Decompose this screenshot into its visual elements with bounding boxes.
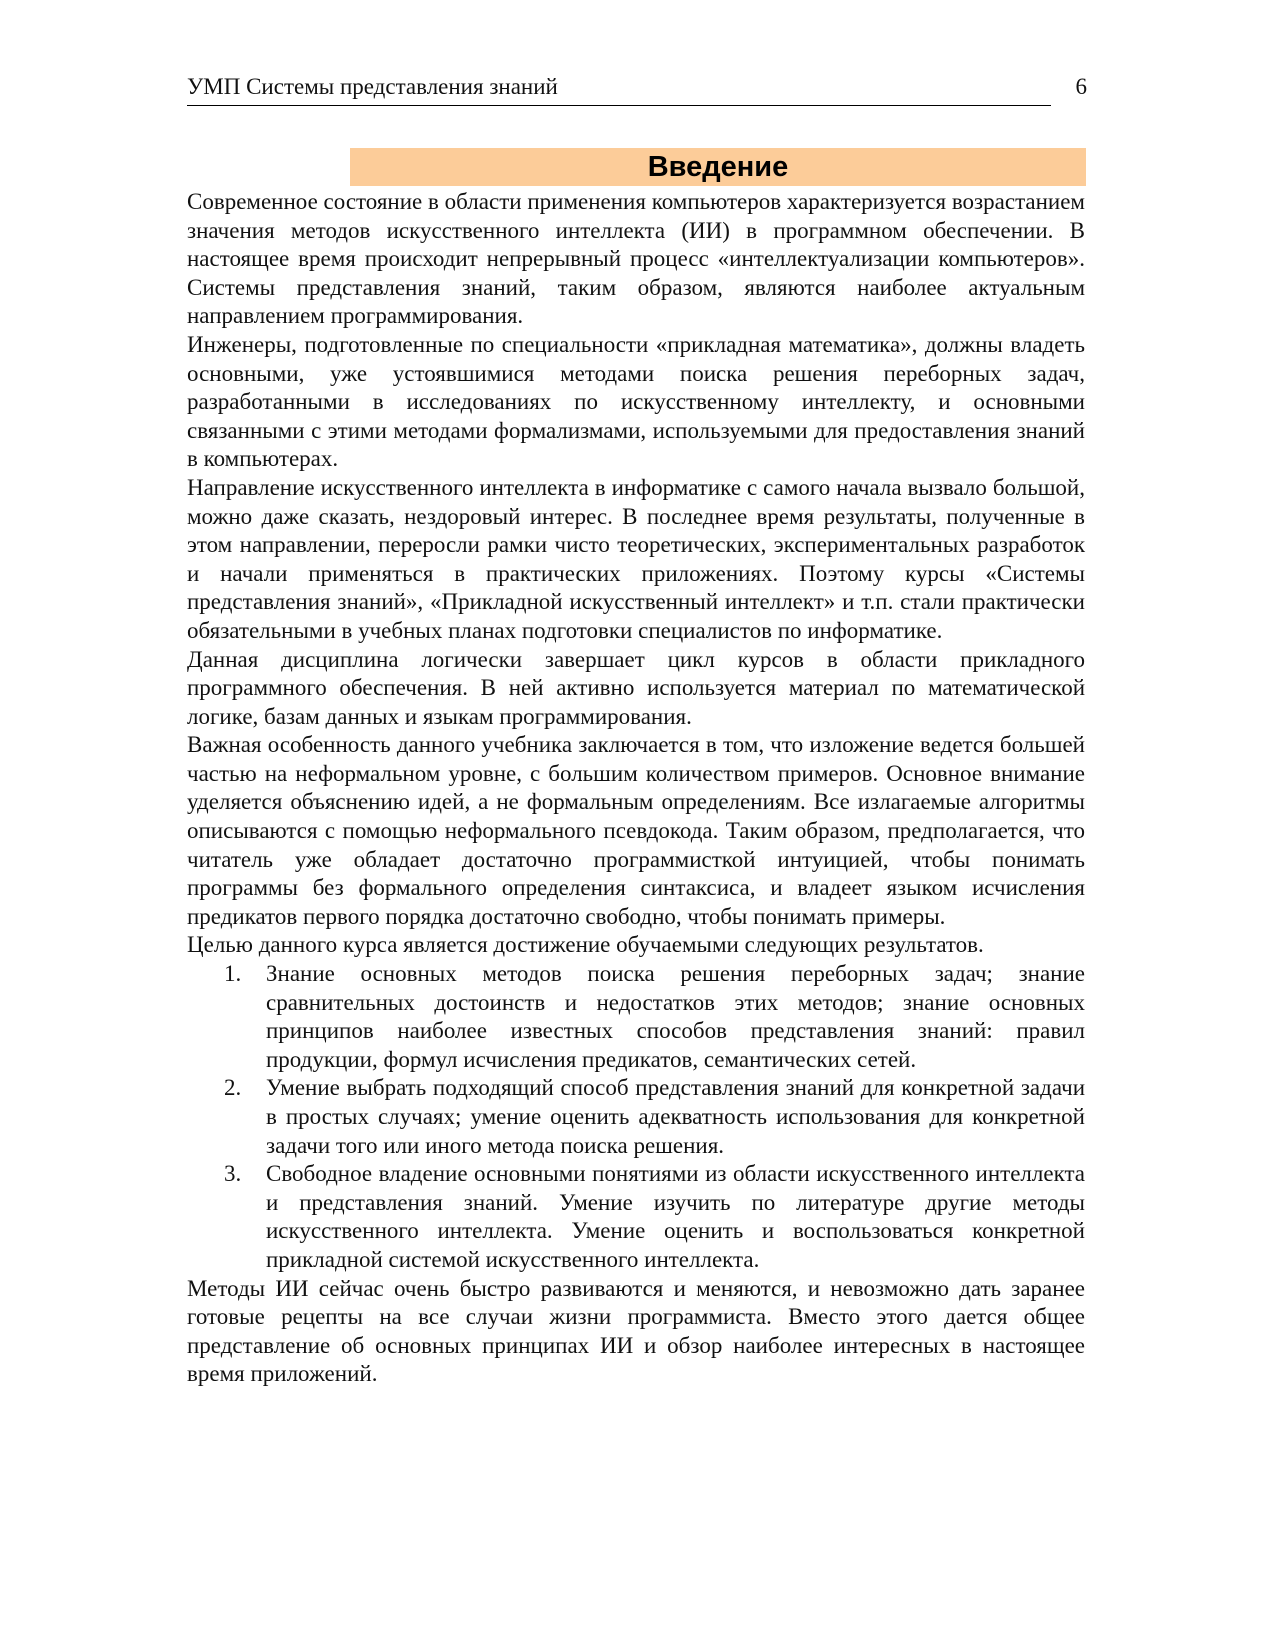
section-heading: Введение <box>350 148 1086 186</box>
paragraph: Современное состояние в области применения компьютеров характеризуется возрастанием значения методов искусственного интеллекта (ИИ) в программном обеспечении. В настоящее время происходит непрерывный процесс «интеллектуализации компьютеров». Системы представления знаний, таким образом, являются наиболее актуальным направлением программирования. <box>187 189 1085 329</box>
list-item-number: 1. <box>224 961 242 987</box>
paragraph: Целью данного курса является достижение обучаемыми следующих результатов. <box>187 932 984 958</box>
list-item <box>187 1074 1085 1160</box>
paragraph: Данная дисциплина логически завершает цикл курсов в области прикладного программного обеспечения. В ней активно используется материал по математической логике, базам данных и языкам программирования. <box>187 646 1085 729</box>
list-item <box>187 1160 1085 1274</box>
list-item-number: 3. <box>224 1161 242 1187</box>
body-text <box>187 188 1085 1389</box>
page-number: 6 <box>1075 74 1087 99</box>
list-item <box>187 960 1085 1074</box>
closing-paragraph: Методы ИИ сейчас очень быстро развиваются и меняются, и невозможно дать заранее готовые рецепты на все случаи жизни программиста. Вместо этого дается общее представление об основных принципах ИИ и обзор наиболее интересных в настоящее время приложений. <box>187 1275 1085 1387</box>
list-item-text: Знание основных методов поиска решения переборных задач; знание сравнительных достоинств и недостатков этих методов; знание основных принципов наиболее известных способов представления знаний: правил продукции, формул исчисления предикатов, семантических сетей. <box>266 961 1085 1072</box>
list-item-text: Умение выбрать подходящий способ представления знаний для конкретной задачи в простых случаях; умение оценить адекватность использования для конкретной задачи того или иного метода поиска решения. <box>266 1075 1085 1158</box>
paragraph: Инженеры, подготовленные по специальности «прикладная математика», должны владеть основными, уже устоявшимися методами поиска решения переборных задач, разработанными в исследованиях по искусственному интеллекту, и основными связанными с этими методами формализмами, используемыми для предоставления знаний в компьютерах. <box>187 331 1085 472</box>
paragraph: Важная особенность данного учебника заключается в том, что изложение ведется большей частью на неформальном уровне, с большим количеством примеров. Основное внимание уделяется объяснению идей, а не формальным определениям. Все излагаемые алгоритмы описываются с помощью неформального псевдокода. Таким образом, предполагается, что читатель уже обладает достаточно программисткой интуицией, чтобы понимать программы без формального определения синтаксиса, и владеет языком исчисления предикатов первого порядка достаточно свободно, чтобы понимать примеры. <box>187 732 1085 929</box>
list-item-number: 2. <box>224 1075 242 1101</box>
page-header <box>187 72 1087 106</box>
list-item-text: Свободное владение основными понятиями из области искусственного интеллекта и представления знаний. Умение изучить по литературе другие методы искусственного интеллекта. Умение оценить и воспользоваться конкретной прикладной системой искусственного интеллекта. <box>266 1161 1085 1272</box>
paragraph: Направление искусственного интеллекта в информатике с самого начала вызвало большой, можно даже сказать, нездоровый интерес. В последнее время результаты, полученные в этом направлении, переросли рамки чисто теоретических, экспериментальных разработок и начали применяться в практических приложениях. Поэтому курсы «Системы представления знаний», «Прикладной искусственный интеллект» и т.п. стали практически обязательными в учебных планах подготовки специалистов по информатике. <box>187 474 1085 643</box>
goals-list <box>187 960 1085 1275</box>
header-rule <box>187 105 1051 106</box>
header-title: УМП Системы представления знаний <box>187 74 558 99</box>
